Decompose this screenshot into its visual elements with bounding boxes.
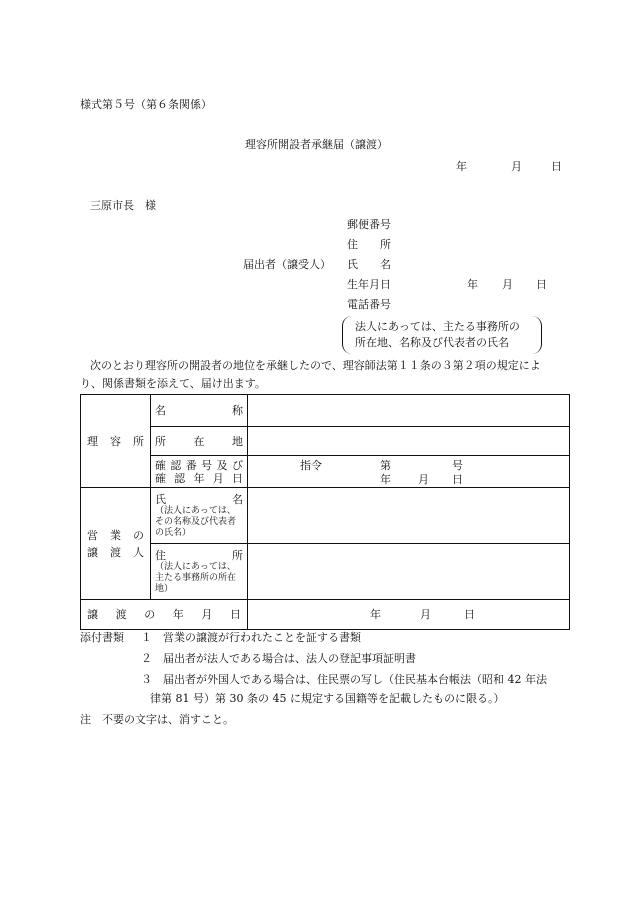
attachment-2-number: ２ [141, 652, 152, 665]
transfer-day: 日 [464, 607, 475, 621]
designation-text: 指令 [300, 458, 322, 472]
confirmation-year: 年 [380, 472, 391, 486]
form-table [80, 394, 570, 630]
applicant-label: 届出者（譲受人） [243, 258, 331, 271]
attachment-3-text-line-1: 届出者が外国人である場合は、住民票の写し（住民基本台帳法（昭和 42 年法 [163, 673, 547, 686]
birth-year: 年 [467, 278, 478, 291]
transfer-year: 年 [370, 607, 381, 621]
transfer-date-value[interactable] [248, 600, 570, 630]
corporate-note-line-2: 所在地、名称及び代表者の氏名 [355, 336, 509, 349]
transfer-date-label-cell [81, 600, 248, 630]
table-row [81, 600, 570, 630]
date-day: 日 [551, 160, 562, 173]
postal-code-label: 郵便番号 [347, 218, 391, 231]
birth-date-label: 生年月日 [347, 278, 391, 291]
confirmation-label-char: び [231, 458, 243, 472]
body-text-line-2: り、関係書類を添えて、届け出ます。 [80, 377, 266, 390]
phone-label: 電話番号 [347, 298, 391, 311]
confirmation-day: 日 [452, 472, 463, 486]
salon-location-label-char: 地 [232, 434, 243, 448]
confirmation-label-cell [151, 456, 248, 488]
birth-day: 日 [536, 278, 547, 291]
salon-name-label-cell [151, 395, 248, 427]
table-row [81, 544, 570, 600]
transfer-month: 月 [420, 607, 431, 621]
corporate-note-line-1: 法人にあっては、主たる事務所の [355, 320, 520, 333]
confirmation-label-char: 号 [201, 458, 213, 472]
salon-location-label-cell [151, 427, 248, 456]
salon-location-value[interactable] [248, 427, 570, 456]
transferor-name-label-cell [151, 488, 248, 544]
transferor-address-label-char: 住 [155, 548, 166, 562]
body-text-line-1: 次のとおり理容所の開設者の地位を承継したので、理容師法第１１条の３第２項の規定によ [90, 359, 541, 372]
date-month: 月 [511, 160, 522, 173]
salon-location-label-char: 在 [193, 434, 205, 448]
transferor-name-label-char: 名 [232, 492, 243, 506]
attachment-2-text: 届出者が法人である場合は、法人の登記事項証明書 [163, 652, 416, 665]
table-row [81, 456, 570, 488]
confirmation-value[interactable] [248, 456, 570, 488]
page-title: 理容所開設者承継届（譲渡） [245, 138, 388, 151]
transferor-address-value[interactable] [248, 544, 570, 600]
attachment-3-number: ３ [141, 673, 152, 686]
transferor-header-char: 営 [87, 528, 98, 542]
transferor-header-cell [81, 488, 151, 600]
confirmation-date-label-char: 確 [155, 471, 166, 485]
name-label: 氏 名 [347, 258, 391, 271]
transferor-address-label-char: 所 [232, 548, 243, 562]
transfer-date-label-char: 譲 [87, 608, 98, 621]
transfer-date-label-char: 年 [172, 608, 184, 621]
salon-location-label-char: 所 [155, 434, 166, 448]
confirmation-label-char: 番 [185, 458, 197, 472]
transferor-header-char: 渡 [110, 545, 121, 559]
transferor-address-note: （法人にあっては、主たる事務所の所在地） [155, 561, 237, 594]
transferor-name-note: （法人にあっては、その名称及び代表者の氏名） [155, 505, 237, 538]
salon-name-label-char: 称 [232, 404, 243, 417]
attachment-1-text: 営業の譲渡が行われたことを証する書類 [163, 631, 361, 644]
table-row [81, 488, 570, 544]
footnote: 注 不要の文字は、消すこと。 [80, 713, 234, 726]
address-label: 住 所 [347, 238, 391, 251]
transferor-header-char: 業 [110, 528, 121, 542]
transfer-date-label-char: 渡 [115, 608, 127, 621]
attachment-1-number: １ [141, 631, 152, 644]
salon-name-value[interactable] [248, 395, 570, 427]
salon-header-char: 理 [87, 434, 98, 448]
date-year: 年 [456, 160, 467, 173]
salon-header-cell [81, 395, 151, 488]
transfer-date-label-char: 月 [201, 608, 213, 621]
transfer-date-label-char: の [144, 608, 156, 621]
transferor-header-char: 譲 [87, 545, 98, 559]
transfer-date-label-char: 日 [229, 608, 241, 621]
transferor-header-char: 人 [133, 545, 144, 559]
confirmation-label-char: 確 [155, 458, 166, 472]
attachments-label: 添付書類 [80, 631, 124, 644]
form-number: 様式第５号（第６条関係） [80, 98, 212, 111]
confirmation-date-label-char: 月 [212, 471, 224, 485]
salon-header-char: 所 [133, 434, 144, 448]
salon-name-label-char: 名 [155, 404, 166, 417]
confirmation-date-label-char: 年 [193, 471, 205, 485]
addressee: 三原市長 様 [90, 199, 156, 212]
confirmation-month: 月 [418, 472, 429, 486]
table-row [81, 427, 570, 456]
birth-month: 月 [502, 278, 513, 291]
confirmation-label-char: 認 [170, 458, 182, 472]
dai-text: 第 [380, 458, 391, 472]
attachment-3-text-line-2: 律第 81 号）第 30 条の 45 に規定する国籍等を記載したものに限る。） [150, 692, 505, 705]
transferor-address-label-cell [151, 544, 248, 600]
table-row [81, 395, 570, 427]
salon-header-char: 容 [110, 434, 121, 448]
confirmation-date-label-char: 認 [174, 471, 186, 485]
transferor-name-label-char: 氏 [155, 492, 166, 506]
confirmation-label-char: 及 [216, 458, 228, 472]
confirmation-date-label-char: 日 [232, 471, 243, 485]
go-text: 号 [452, 458, 463, 472]
transferor-name-value[interactable] [248, 488, 570, 544]
transferor-header-char: の [133, 528, 144, 542]
